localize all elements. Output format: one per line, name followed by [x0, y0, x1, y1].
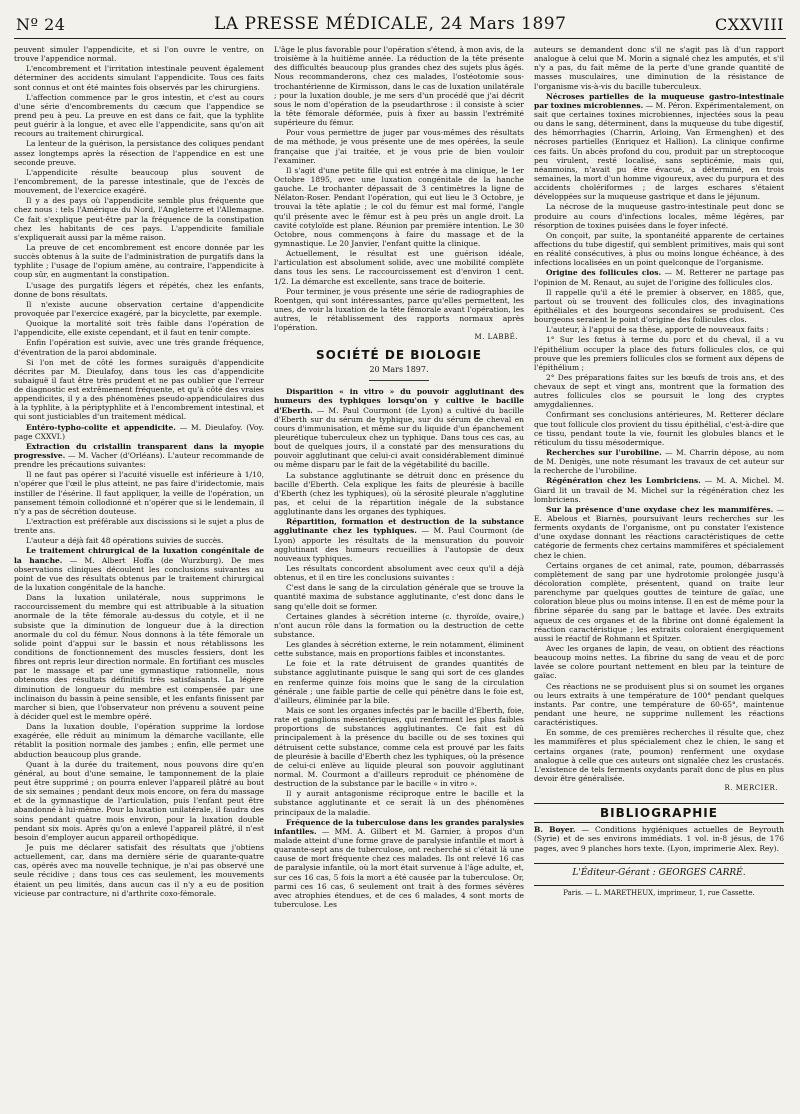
signature: M. LABBÉ. — [474, 333, 518, 342]
section-title: SOCIÉTÉ DE BIOLOGIE — [316, 347, 482, 362]
paragraph: Avec les organes de lapin, de veau, on obtient des réactions beaucoup moins nettes. La fibrine du sang de veau et de porc lavée se colore pourtant nettement en bleu par la teinture de gaïac. — [534, 644, 784, 681]
paragraph: Extraction du cristallin transparent dans la myopie progressive. — M. Vacher (d'Orléans). L'auteur recommande de prendre les précautions suivantes: — [14, 441, 264, 470]
paragraph: L'encombrement et l'irritation intestinale peuvent également déterminer des accidents simulant l'appendicite. Tous ces faits sont connus et ont été maintes fois observés par les chirurgiens. — [14, 64, 264, 92]
column-2 — [274, 45, 524, 1095]
page-header — [14, 10, 786, 39]
column-3 — [534, 45, 784, 1095]
paragraph: Quant à la durée du traitement, nous pouvons dire qu'en général, au bout d'une semaine, le tamponnement de la plaie peut être supprimé ; on pourra enlever l'appareil plâtré au bout de six semaines ; pendant deux mois encore, on fera du massage et de la gymnastique de l'articulation, puis l'enfant peut être abandonné à lui-même. Pour la luxation unilatérale, il faudra des soins pendant quatre mois environ, pour la luxation double pendant six mois. Après qu'on a enlevé l'appareil plâtré, il n'est besoin d'employer aucun appareil orthopédique. — [14, 759, 264, 842]
section-date: 20 Mars 1897. — [369, 364, 429, 374]
paragraph: Recherches sur l'urobiline. — M. Charrin dépose, au nom de M. Denigès, une note résumant les travaux de cet auteur sur la recherche de l'urobiline. — [534, 448, 784, 476]
paragraph: auteurs se demandent donc s'il ne s'agit pas là d'un rapport analogue à celui que M. Morin a signalé chez les amputés, et s'il n'y a pas, du fait même de la perte d'une grande quantité de masses musculaires, une diminution de la résistance de l'organisme vis-à-vis du bacille tuberculeux. — [534, 45, 784, 91]
paragraph: Il ne faut pas opérer si l'acuité visuelle est inférieure à 1/10, n'opérer que l'œil le plus atteint, ne pas faire d'iridectomie, mais instiller de l'ésérine. Il faut appliquer, la veille de l'opération, un pansement témoin collodionné et n'opérer que si le lendemain, il n'y a pas de sécrétion douteuse. — [14, 470, 264, 516]
paragraph: Mais ce sont les organes infectés par le bacille d'Eberth, foie, rate et ganglions mésentériques, qui renferment les plus faibles proportions de substances agglutinantes. Ce fait est dû principalement à la présence du bacille ou de ses toxines qui détruisent cette substance, comme cela est prouvé par les faits de pleurésie à bacille d'Eberth chez les typhiques, où la présence de celui-ci enlève au liquide pleural son pouvoir agglutinant normal. M. Courmont a d'ailleurs reproduit ce phénomène de destruction de la substance par le bacille « in vitro ». — [274, 706, 524, 789]
paragraph: Disparition « in vitro » du pouvoir agglutinant des humeurs des typhiques lorsqu'on y cultive le bacille d'Eberth. — M. Paul Courmont (de Lyon) a cultivé du bacille d'Eberth sur du sérum de typhique, sur du sérum de cheval en cours d'immunisation, et même sur du liquide d'un épanchement pleurétique tuberculeux chez un typhique. Dans tous ces cas, au bout de quelques jours, il a constaté par des mensurations du pouvoir agglutinant que celui-ci avait considérablement diminué ou même disparu par le fait de la végétabilité du bacille. — [274, 387, 524, 470]
article-heading: Le traitement chirurgical de la luxation congénitale de la hanche. — [14, 546, 264, 565]
article-heading: Disparition « in vitro » du pouvoir agglutinant des humeurs des typhiques lorsqu'on y cultive le bacille d'Eberth. — [274, 387, 524, 415]
paragraph: Il y a des pays où l'appendicite semble plus fréquente que chez nous : tels l'Amérique du Nord, l'Angleterre et l'Allemagne. Ce fait s'explique peut-être par la fréquence de la constipation chez les habitants de ces pays. L'appendicite familiale s'expliquerait aussi par la même raison. — [14, 196, 264, 242]
article-heading: Sur la présence d'une oxydase chez les mammifères. — [546, 504, 774, 514]
paragraph: Dans la luxation unilatérale, nous supprimons le raccourcissement du membre qui est attribuable à la situation anormale de la tête fémorale au-dessus du cotyle, et il ne subsiste que la diminution de longueur due à la direction anormale du col du fémur. Nous donnons à la tête fémorale un solide point d'appui sur le bassin et nous rétablissons les conditions de fonctionnement des muscles fessiers, dont les fibres ont repris leur direction normale. En fortifiant ces muscles par le massage et par une gymnastique rationnelle, nous obtenons des résultats définitifs très satisfaisants. La légère diminution de longueur du membre est compensée par une inclinaison du bassin à peine sensible, et les enfants finissent par marcher si bien, que l'observateur non prévenu a souvent peine à décider quel est le membre opéré. — [14, 593, 264, 721]
paragraph: 2° Des préparations faites sur les bœufs de trois ans, et des chevaux de sept et vingt ans, montrent que la formation des autres follicules clos se poursuit le long des cryptes amygdaliennes. — [534, 372, 784, 410]
paragraph: L'usage des purgatifs légers et répétés, chez les enfants, donne de bons résultats. — [14, 280, 264, 299]
issue-number: Nº 24 — [16, 15, 66, 34]
paragraph: On conçoit, par suite, la spontanéité apparente de certaines affections du tube digestif, qui semblent primitives, mais qui sont en réalité consécutives, à plus ou moins longue échéance, à des infections localisées en un point quelconque de l'organisme. — [534, 230, 784, 268]
paragraph: Pour terminer, je vous présente une série de radiographies de Roentgen, qui sont intéressantes, parce qu'elles permettent, les unes, de voir la luxation de la tête fémorale avant l'opération, les autres, le rétablissement des rapports normaux après l'opération. — [274, 286, 524, 333]
paragraph: La preuve de cet encombrement est encore donnée par les succès obtenus à la suite de l'administration de purgatifs dans la typhlite ; l'usage de l'opium amène, au contraire, l'appendicite à coup sûr, en augmentant la constipation. — [14, 242, 264, 280]
article-heading: Fréquence de la tuberculose dans les grandes paralysies infantiles. — [274, 817, 524, 836]
paragraph: L'auteur, à l'appui de sa thèse, apporte de nouveaux faits : — [546, 325, 769, 335]
paragraph: Je puis me déclarer satisfait des résultats que j'obtiens actuellement, car, dans ma dernière série de quarante-quatre cas, opérés avec ma nouvelle technique, je n'ai pas observé une seule récidive ; dans tous ces cas seulement, les mouvements étaient un peu limités, dans aucun cas il n'y a eu de position vicieuse par contracture, ni d'arthrite coxo-fémorale. — [14, 842, 264, 898]
paragraph: Certains organes de cet animal, rate, poumon, débarrassés complètement de sang par une hydrotomie prolongée jusqu'à décoloration complète, présentent, quand on traite leur parenchyme par quelques gouttes de teinture de gaïac, une coloration bleue plus ou moins intense. Il en est de même pour la fibrine séparée du sang par le battage et lavée. Des extraits aqueux de ces organes et de la fibrine ont donné également la réaction caractéristique ; les extraits coloraient énergiquement aussi le réactif de Rohmann et Spitzer. — [534, 560, 784, 643]
paragraph: Il y aurait antagonisme réciproque entre le bacille et la substance agglutinante et ce serait là un des phénomènes principaux de la maladie. — [274, 789, 524, 817]
page-folio: CXXVIII — [714, 15, 784, 34]
signature: R. MERCIER. — [724, 784, 778, 793]
paragraph: En somme, de ces premières recherches il résulte que, chez les mammifères et plus spécialement chez le chien, le sang et certains organes (rate, poumon) renferment une oxydase analogue à celle que ces auteurs ont signalée chez les crustacés. L'existence de tels ferments oxydants paraît donc de plus en plus devoir être généralisée. — [534, 728, 784, 783]
paragraph: Régénération chez les Lombriciens. — M. A. Michel. M. Giard lit un travail de M. Michel sur la régénération chez les lombriciens. — [534, 476, 784, 504]
paragraph: Les résultats concordent absolument avec ceux qu'il a déjà obtenus, et il en tire les conclusions suivantes : — [274, 563, 524, 583]
divider — [369, 380, 429, 381]
paragraph: Il rappelle qu'il a été le premier à observer, en 1885, que, partout où se trouvent des follicules clos, des invaginations épithéliales et des bourgeons secondaires se produisent. Ces bourgeons seraient le point d'origine des follicules clos. — [534, 287, 784, 325]
article-heading: Répartition, formation et destruction de la substance agglutinante chez les typhiques. — [274, 517, 524, 536]
paragraph: La nécrose de la muqueuse gastro-intestinale peut donc se produire au cours d'infections locales, même légères, par résorption de toxines puisées dans le foyer infecté. — [534, 202, 784, 230]
paragraph: Il n'existe aucune observation certaine d'appendicite provoquée par l'exercice exagéré, par la bicyclette, par exemple. — [14, 299, 264, 318]
paragraph: B. Boyer. — Conditions hygiéniques actuelles de Beyrouth (Syrie) et de ses environs immédiats. 1 vol. in-8 jésus, de 176 pages, avec 9 planches hors texte. (Lyon, imprimerie Alex. Rey). — [534, 825, 784, 853]
paragraph: Actuellement, le résultat est une guérison idéale, l'articulation est absolument solide, avec une mobilité complète dans tous les sens. Le raccourcissement est d'environ 1 cent. 1/2. La démarche est excellente, sans trace de boiterie. — [274, 249, 524, 286]
paragraph: Il s'agit d'une petite fille qui est entrée à ma clinique, le 1er Octobre 1895, avec une luxation congénitale de la hanche gauche. Le trochanter dépassait de 3 centimètres la ligne de Nélaton-Roser. Pendant l'opération, qui eut lieu le 3 Octobre, je trouvai la tête aplatie ; le col du fémur est mal formé, l'angle qu'il présente avec le fémur est à peu près un angle droit. La cavité cotyloïde est plane. Réunion par première intention. Le 30 Octobre, nous commençons à faire du massage et de la gymnastique. Le 20 Janvier, l'enfant quitte la clinique. — [274, 165, 524, 248]
paragraph: Confirmant ses conclusions antérieures, M. Retterer déclare que tout follicule clos provient du tissu épithélial, c'est-à-dire que ce tissu, pendant toute la vie, fournit les globules blancs et le réticulum du tissu mésodermique. — [534, 410, 784, 447]
paragraph: C'est dans le sang de la circulation générale que se trouve la quantité maxima de substance agglutinante, c'est donc dans le sang qu'elle doit se former. — [274, 583, 524, 611]
journal-title: LA PRESSE MÉDICALE, 24 Mars 1897 — [213, 14, 567, 34]
paragraph: Les glandes à sécrétion externe, le rein notamment, éliminent cette substance, mais en proportions faibles et inconstantes. — [274, 640, 524, 659]
printer-line: Paris. — L. MARETHEUX, imprimeur, 1, rue Cassette. — [534, 885, 784, 898]
article-heading: B. Boyer. — [534, 825, 576, 835]
paragraph: La substance agglutinante se détruit donc en présence du bacille d'Eberth. Cela explique les faits de pleurésie à bacille d'Eberth (chez les typhiques), où la sérosité pleurale n'agglutine pas, et celui de la répartition inégale de la substance agglutinante dans les organes des typhiques. — [274, 470, 524, 517]
paragraph: Le traitement chirurgical de la luxation congénitale de la hanche. — M. Albert Hoffa (de Wurzburg). De mes observations cliniques découlent les conclusions suivantes au point de vue des résultats obtenus par le traitement chirurgical de la luxation congénitale de la hanche. — [14, 546, 264, 593]
paragraph: L'affection commence par le gros intestin, et c'est au cours d'une série d'encombrements du cæcum que l'appendice se prend peu à peu. La preuve en est dans ce fait, que la typhlite peut guérir à la longue, et avec elle l'appendicite, sans qu'on ait recours au traitement chirurgical. — [14, 92, 264, 139]
article-heading: Extraction du cristallin transparent dans la myopie progressive. — [14, 441, 264, 461]
paragraph: La lenteur de la guérison, la persistance des coliques pendant assez longtemps après la résection de l'appendice en est une seconde preuve. — [14, 139, 264, 167]
paragraph: Origine des follicules clos. — M. Retterer ne partage pas l'opinion de M. Renaut, au sujet de l'origine des follicules clos. — [534, 268, 784, 287]
article-heading: Régénération chez les Lombriciens. — [546, 476, 701, 486]
paragraph: Si l'on met de côté les formes suraiguës d'appendicite décrites par M. Dieulafoy, dans tous les cas d'appendicite subaiguë il faut être très prudent et ne pas oublier que l'erreur de diagnostic est extrêmement fréquente, et qu'à côté des vraies appendicites, il y a des phénomènes pseudo-appendiculaires dus à la typhlite, à la périptyphlite et à l'encombrement intestinal, et qui sont justiciables d'un traitement médical. — [14, 357, 264, 422]
paragraph: L'âge le plus favorable pour l'opération s'étend, à mon avis, de la troisième à la huitième année. La réduction de la tête présente des difficultés beaucoup plus grandes chez des sujets plus âgés. Nous recommanderons, chez ces malades, l'ostéotomie sous-trochantérienne de Kirmisson, dans le cas de luxation unilatérale ; pour la luxation double, je me sers d'un procédé que j'ai décrit sous le nom d'opération de la pseudarthrose : il consiste à scier la tête fémorale déformée, puis à fixer au bassin l'extrémité supérieure du fémur. — [274, 45, 524, 128]
paragraph: Sur la présence d'une oxydase chez les mammifères. — E. Abelous et Biarnès, poursuivant leurs recherches sur les ferments oxydants de l'organisme, ont pu constater l'existence d'une oxydase donnant les réactions caractéristiques de cette catégorie de ferments chez certains mammifères et spécialement chez le chien. — [534, 504, 784, 560]
column-1 — [14, 45, 264, 1095]
text-columns — [14, 45, 786, 1095]
paragraph: Certaines glandes à sécrétion interne (c. thyroïde, ovaire,) n'ont aucun rôle dans la formation ou la destruction de cette substance. — [274, 611, 524, 639]
paragraph: Dans la luxation double, l'opération supprime la lordose exagérée, elle réduit au minimum la démarche vacillante, elle rétablit la position normale des jambes ; enfin, elle permet une abduction beaucoup plus grande. — [14, 722, 264, 759]
paragraph: L'extraction est préférable aux discissions si le sujet a plus de trente ans. — [14, 517, 264, 536]
paragraph: Fréquence de la tuberculose dans les grandes paralysies infantiles. — MM. A. Gilbert et M. Garnier, à propos d'un malade atteint d'une forme grave de paralysie infantile et mort à quarante-sept ans de tuberculose, ont recherché si c'était là une cause de mort fréquente chez ces malades. Ils ont relevé 16 cas de paralysie infantile, où la mort était survenue à l'âge adulte, et, sur ces 16 cas, 5 fois la mort a été causée par la tuberculose. Or, parmi ces 16 cas, 6 seulement ont trait à des formes sévères avec atrophies étendues, et de ces 6 malades, 4 sont morts de tuberculose. Les — [274, 817, 524, 909]
paragraph: Le foie et la rate détruisent de grandes quantités de substance agglutinante puisque le sang qui sort de ces glandes en renferme quinze fois moins que le sang de la circulation générale ; une faible partie de celle qui pénètre dans le foie est, d'ailleurs, éliminée par la bile. — [274, 659, 524, 705]
paragraph: Pour vous permettre de juger par vous-mêmes des résultats de ma méthode, je vous présente une de mes opérées, la seule française que j'ai traitée, et je vous prie de bien vouloir l'examiner. — [274, 128, 524, 165]
article-heading: Nécroses partielles de la muqueuse gastro-intestinale par toxines microbiennes. — [534, 91, 784, 110]
article-heading: Entéro-typho-colite et appendicite. — [26, 422, 176, 432]
paragraph: Enfin l'opération est suivie, avec une très grande fréquence, d'éventration de la paroi abdominale. — [14, 338, 264, 357]
paragraph: L'auteur a déjà fait 48 opérations suivies de succès. — [26, 536, 224, 546]
article-heading: Origine des follicules clos. — [546, 268, 662, 278]
paragraph: Répartition, formation et destruction de la substance agglutinante chez les typhiques. — M. Paul Courmont (de Lyon) apporte les résultats de la mensuration du pouvoir agglutinant des humeurs recueillies à l'autopsie de deux nouveaux typhiques. — [274, 517, 524, 563]
article-heading: Recherches sur l'urobiline. — [546, 448, 662, 458]
paragraph: Nécroses partielles de la muqueuse gastro-intestinale par toxines microbiennes. — M. Péron. Expérimentalement, on sait que certaines toxines microbiennes, injectées sous la peau ou dans le sang, déterminent, dans la muqueuse du tube digestif, des hémorrhagies (Charrin, Arloing, Van Ermenghen) et des nécroses partielles (Enriquez et Hallion). La clinique confirme ces faits. Un abcès profond du cou, produit par un streptocoque peu virulent, resté localisé, sans septicémie, mais qui, néanmoins, n'avait pu être évacué, a déterminé, en trois semaines, la mort d'un homme vigoureux, avec du purpura et des accidents cholériformes ; de larges eschares s'étaient développées sur la muqueuse gastrique et dans le jéjunum. — [534, 91, 784, 202]
bibliography-heading: BIBLIOGRAPHIE — [534, 803, 784, 824]
paragraph: peuvent simuler l'appendicite, et si l'on ouvre le ventre, on trouve l'appendice normal. — [14, 45, 264, 64]
editor-line: L'Éditeur-Gérant : GEORGES CARRÉ. — [534, 863, 784, 879]
paragraph: Ces réactions ne se produisent plus si on soumet les organes ou leurs extraits à une température de 100° pendant quelques instants. Par contre, une température de 60-65°, maintenue pendant une heure, ne supprime nullement les réactions caractéristiques. — [534, 681, 784, 728]
paragraph: L'appendicite résulte beaucoup plus souvent de l'encombrement, de la paresse intestinale, que de l'excès de mouvement, de l'exercice exagéré. — [14, 167, 264, 196]
paragraph: 1° Sur les fœtus à terme du porc et du cheval, il a vu l'épithélium occuper la place des futurs follicules clos, ce qui prouve que les premiers follicules clos se forment aux dépens de l'épithélium ; — [534, 335, 784, 372]
paragraph: Quoique la mortalité soit très faible dans l'opération de l'appendicite, elle existe cependant, et il faut en tenir compte. — [14, 319, 264, 338]
paragraph: Entéro-typho-colite et appendicite. — M. Dieulafoy. (Voy. page CXXVI.) — [14, 422, 264, 441]
